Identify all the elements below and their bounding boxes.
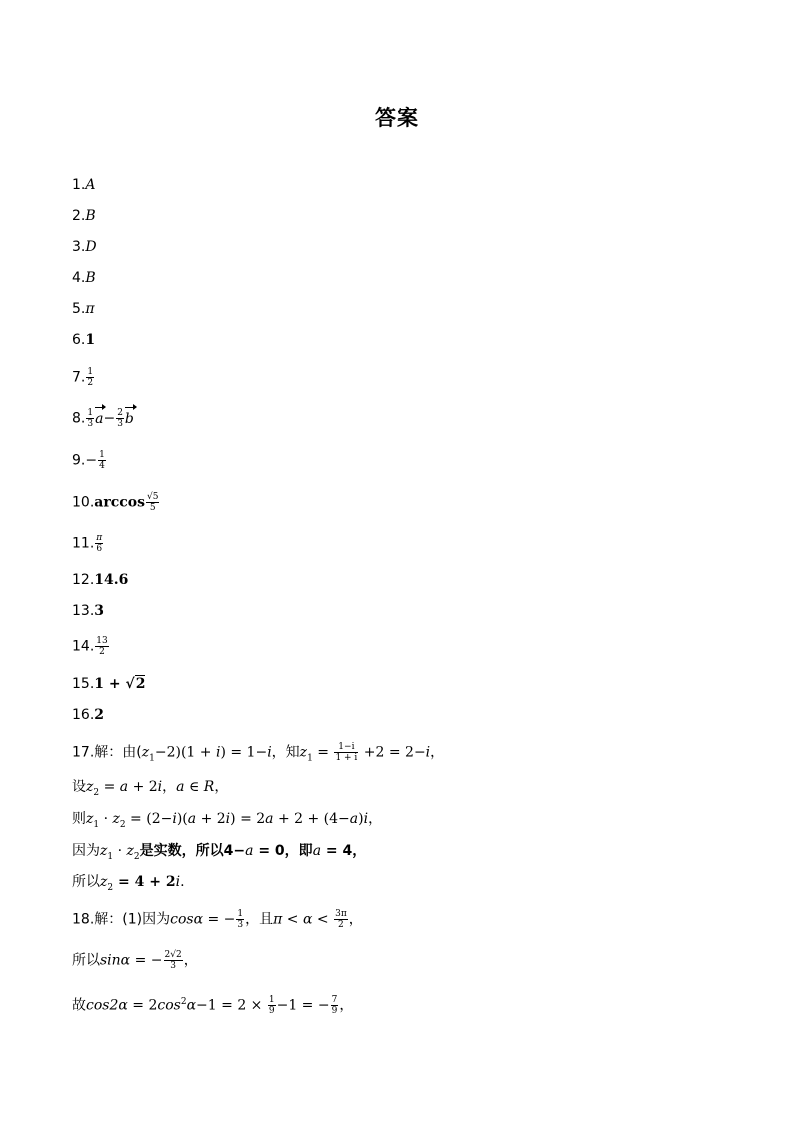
solution-17-line-5: 所以$z_2 = 4 + 2i$. [72, 874, 185, 893]
answer-13: 13.3 [72, 603, 105, 619]
answer-2: 2.B [72, 208, 96, 224]
answer-15: 15.1 + √2 [72, 676, 146, 692]
answer-9: 9.− $\frac{1}{4}$ [72, 450, 105, 471]
solution-17-line-2: 设$z_2 = a + 2i$，a ∈ R， [72, 779, 229, 798]
answer-4: 4.B [72, 270, 96, 286]
answer-10: 10.arccos $\frac{√5}{5}$ [72, 492, 159, 513]
solution-18-line-3: 故$\cos 2\alpha = 2\cos^2\alpha-1 = 2$ × $\frac{1}{9}$ −1 = − $\frac{7}{9}$ ， [72, 995, 354, 1017]
answer-6: 6.1 [72, 332, 96, 348]
answer-16: 16.2 [72, 707, 105, 723]
fraction: $\frac{1}{2}$ [87, 367, 94, 388]
page-title: 答案 [375, 106, 419, 130]
answer-8: 8. $\frac{1}{3}$ a− $\frac{2}{3}$ b [72, 408, 134, 429]
solution-17-line-1: 17.解：由$(z_1-2)(1 + i) = 1-i$，知$z_1$ = $\frac{1-i}{1 + i}$ +2 = 2−i， [72, 742, 445, 764]
answer-12: 12.14.6 [72, 572, 129, 588]
answer-7: 7. $\frac{1}{2}$ [72, 367, 94, 388]
solution-17-line-4: 因为$z_1 \cdot z_2$是实数，所以4−a = 0，即a = 4， [72, 843, 367, 862]
answer-1: 1.A [72, 177, 96, 193]
answer-11: 11. $\frac{\pi}{6}$ [72, 533, 103, 554]
solution-17-line-3: 则$z_1 \cdot z_2 = (2-i)(a + 2i) = 2a + 2 + (4-a)i$， [72, 811, 383, 830]
solution-18-line-2: 所以sinα = − $\frac{2√2}{3}$ ， [72, 950, 198, 971]
answer-5: 5.π [72, 301, 95, 317]
solution-18-line-1: 18.解：(1)因为cosα = − $\frac{1}{3}$ ，且π < α < $\frac{3\pi}{2}$ ， [72, 909, 363, 930]
answer-3: 3.D [72, 239, 97, 255]
answer-14: 14. $\frac{13}{2}$ [72, 636, 108, 657]
